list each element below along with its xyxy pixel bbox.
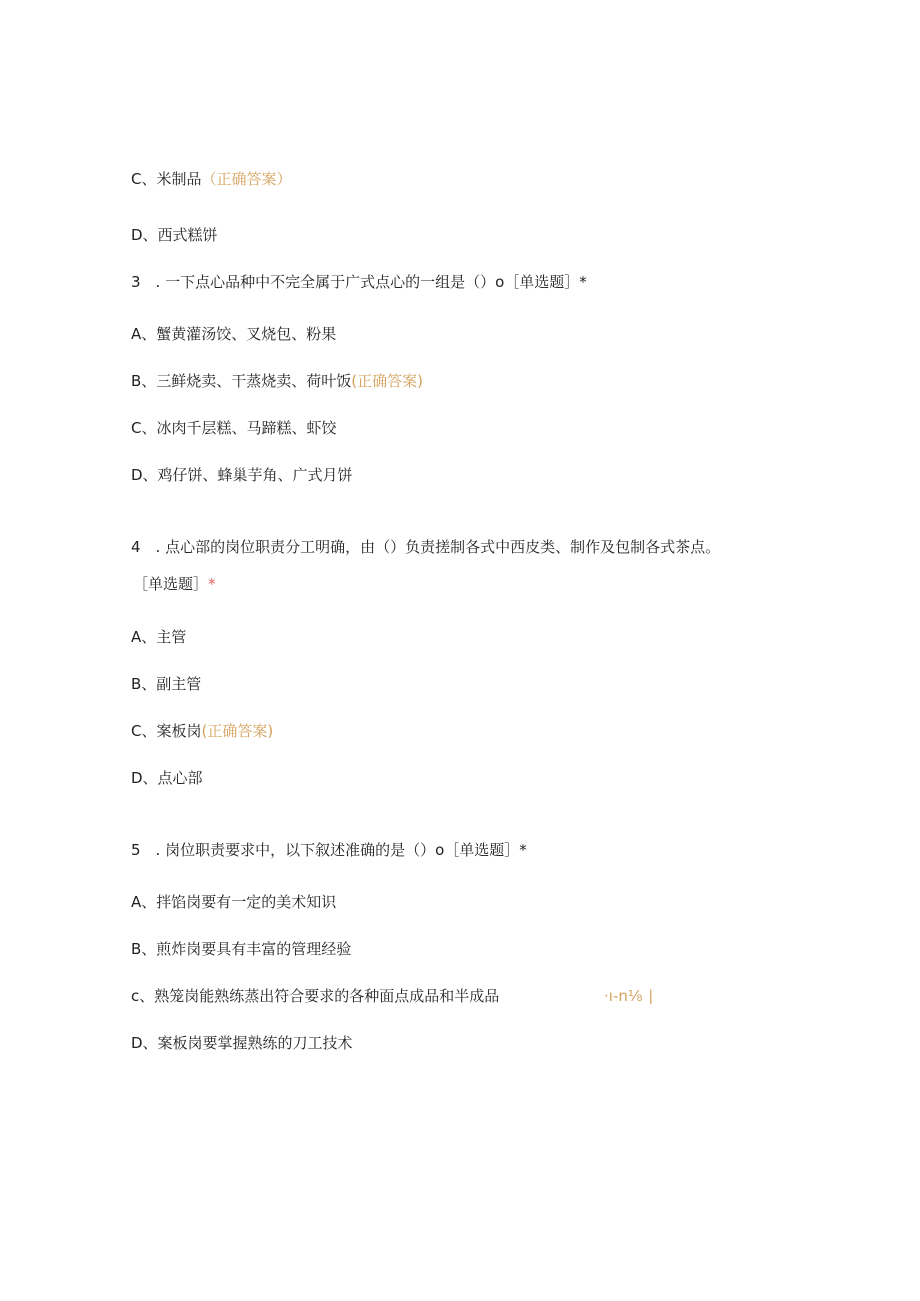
option-q4-d[interactable] bbox=[131, 768, 203, 788]
option-text: C、冰肉千层糕、马蹄糕、虾饺 bbox=[131, 419, 337, 437]
option-text: c、熟笼岗能熟练蒸出符合要求的各种面点成品和半成品 bbox=[131, 987, 500, 1005]
correct-answer-tag: (正确答案) bbox=[201, 722, 274, 740]
option-text: A、主管 bbox=[131, 628, 187, 646]
option-q3-d[interactable] bbox=[131, 465, 353, 485]
correct-answer-tag: （正确答案） bbox=[201, 170, 292, 188]
option-q4-a[interactable] bbox=[131, 627, 186, 647]
option-q5-d[interactable] bbox=[131, 1033, 353, 1053]
option-text: C、米制品 bbox=[131, 170, 202, 188]
question-4-type bbox=[133, 574, 216, 594]
option-q4-c[interactable] bbox=[131, 721, 273, 741]
option-q3-c[interactable] bbox=[131, 418, 336, 438]
option-text: B、副主管 bbox=[131, 675, 202, 693]
option-text: B、煎炸岗要具有丰富的管理经验 bbox=[131, 940, 352, 958]
option-text: D、点心部 bbox=[131, 769, 203, 787]
option-text: A、蟹黄灌汤饺、叉烧包、粉果 bbox=[131, 325, 337, 343]
option-q3-b[interactable] bbox=[131, 371, 423, 391]
question-5-title: 5 . 岗位职责要求中，以下叙述准确的是（）o［单选题］* bbox=[131, 841, 527, 859]
required-star: * bbox=[208, 575, 216, 593]
option-q2-d[interactable] bbox=[131, 225, 218, 245]
option-text: D、鸡仔饼、蜂巢芋角、广式月饼 bbox=[131, 466, 353, 484]
option-text: B、三鲜烧卖、干蒸烧卖、荷叶饭 bbox=[131, 372, 352, 390]
option-q5-c[interactable] bbox=[131, 986, 499, 1006]
option-text: D、西式糕饼 bbox=[131, 226, 218, 244]
correct-answer-tag: (正确答案) bbox=[351, 372, 424, 390]
option-text: A、拌馅岗要有一定的美术知识 bbox=[131, 893, 337, 911]
option-text: C、案板岗 bbox=[131, 722, 202, 740]
option-text: D、案板岗要掌握熟练的刀工技术 bbox=[131, 1034, 353, 1052]
option-q5-b[interactable] bbox=[131, 939, 351, 959]
question-type-label: ［单选题］ bbox=[133, 575, 209, 593]
garbled-answer-mark: ·ı-n⅛ ∣ bbox=[604, 987, 655, 1005]
option-q4-b[interactable] bbox=[131, 674, 201, 694]
option-q5-a[interactable] bbox=[131, 892, 336, 912]
question-4-title: 4 . 点心部的岗位职责分工明确，由（）负责搓制各式中西皮类、制作及包制各式茶点。 bbox=[131, 538, 721, 556]
question-3-title: 3 . 一下点心品种中不完全属于广式点心的一组是（）o［单选题］* bbox=[131, 273, 587, 291]
option-q3-a[interactable] bbox=[131, 324, 336, 344]
option-q2-c[interactable] bbox=[131, 169, 292, 189]
